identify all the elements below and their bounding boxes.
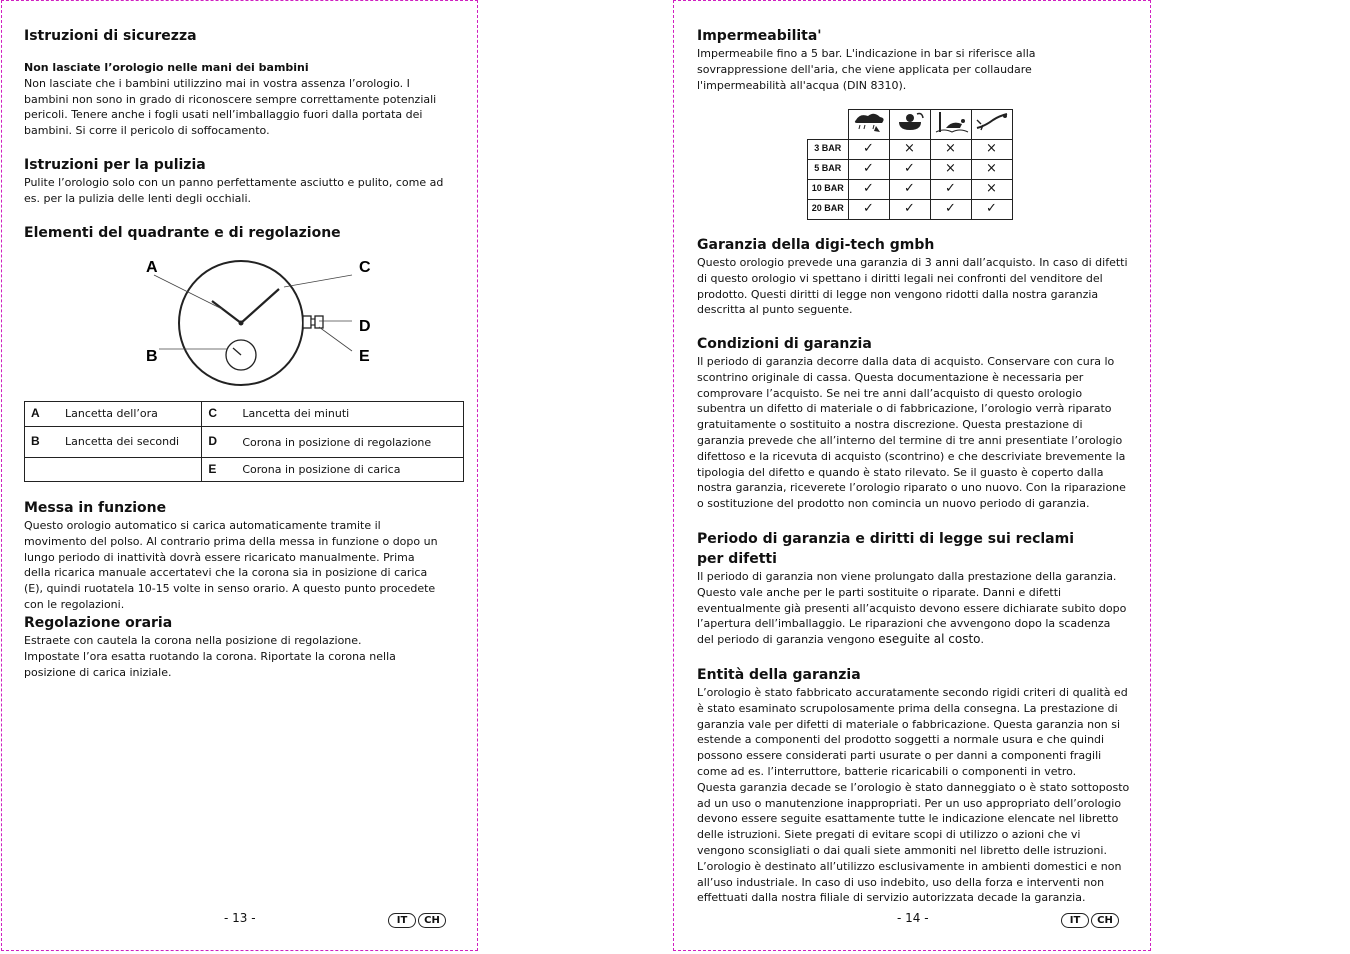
time-setting-text-2: Impostate l’ora esatta ruotando la corona. Riportate la corona nella posizione di carica iniziale.	[24, 649, 396, 679]
language-badge-it: IT	[388, 913, 416, 928]
check-cell: ✓	[971, 199, 1012, 219]
warranty-period-text	[697, 569, 1130, 648]
page-number: - 14 -	[897, 911, 929, 925]
water-resistance-text: Impermeabile fino a 5 bar. L'indicazione in bar si riferisce alla sovrappressione dell'aria, che viene applicata per collaudare l'impermeabilità all'acqua (DIN 8310).	[697, 47, 1036, 92]
check-cell: ×	[930, 139, 971, 159]
table-row	[808, 179, 1013, 199]
legend-value: Lancetta dell’ora	[59, 402, 202, 427]
startup-text: Questo orologio automatico si carica automaticamente tramite il movimento del polso. Al contrario prima della messa in funzione o dopo un lungo periodo di inattività dovrà essere ricaricato manualmente. Prima della ricarica manuale accertatevi che la corona sia in posizione di carica (E), quindi ruotatela 10-15 volte in senso orario. A questo punto procedete con le regolazioni.	[24, 519, 438, 611]
bar-label: 3 BAR	[808, 139, 849, 159]
table-row	[808, 139, 1013, 159]
section-title-safety: Istruzioni di sicurezza	[24, 28, 197, 44]
warranty-scope-text-1: L’orologio è stato fabbricato accuratamente secondo rigidi criteri di qualità ed è stato esaminato scrupolosamente prima della consegna. La prestazione di garanzia vale per difetti di materiale o fabbricazione. Questa garanzia non si estende a componenti del prodotto soggetti a normale usura e che quindi possono essere considerati parti usurate o per danni a componenti fragili come ad es. l’interruttore, batterie ricaricabili o componenti in vetro.	[697, 686, 1128, 778]
page-right	[673, 0, 1151, 951]
page-number: - 13 -	[224, 911, 256, 925]
section-title-warranty-conditions: Condizioni di garanzia	[697, 336, 872, 352]
legend-value: Lancetta dei secondi	[59, 427, 202, 458]
legend-key: B	[25, 427, 60, 458]
language-badge-ch: CH	[418, 913, 446, 928]
check-cell: ×	[971, 179, 1012, 199]
diagram-label-d: D	[359, 318, 371, 335]
cleaning-text: Pulite l’orologio solo con un panno perfettamente asciutto e pulito, come ad es. per la pulizia delle lenti degli occhiali.	[24, 176, 444, 205]
language-badge-it: IT	[1061, 913, 1089, 928]
legend-key: D	[202, 427, 237, 458]
watch-diagram	[114, 251, 374, 391]
bar-label: 20 BAR	[808, 199, 849, 219]
warranty-scope-text-3: L’orologio è destinato all’utilizzo esclusivamente in ambienti domestici e non all’uso industriale. In caso di uso indebito, uso della forza e interventi non effettuati dalla nostra filiale di servizio autorizzata decade la garanzia.	[697, 859, 1122, 905]
warranty-period-body: Il periodo di garanzia non viene prolungato dalla prestazione della garanzia. Questo vale anche per le parti sostituite o riparate. Danni e difetti eventualmente già presenti all’acquisto devono essere dichiarate subito dopo l’apertura dell’imballaggio. Le riparazioni che avvengono dopo la scadenza del periodo di garanzia vengono	[697, 570, 1127, 647]
dial-legend-table	[24, 401, 464, 482]
legend-key: E	[202, 458, 237, 482]
check-cell: ×	[971, 139, 1012, 159]
time-setting-text-1: Estraete con cautela la corona nella posizione di regolazione.	[24, 634, 362, 647]
section-title-dial-elements: Elementi del quadrante e di regolazione	[24, 225, 341, 241]
warranty-period-cost: eseguite al costo	[878, 632, 981, 647]
legend-value	[59, 458, 202, 482]
check-cell: ×	[889, 139, 930, 159]
section-title-time-setting: Regolazione oraria	[24, 615, 173, 631]
legend-key: C	[202, 402, 237, 427]
language-badge-ch: CH	[1091, 913, 1119, 928]
diagram-label-b: B	[146, 348, 158, 365]
legend-value: Corona in posizione di carica	[236, 458, 463, 482]
rain-splash-icon	[848, 110, 889, 140]
check-cell: ×	[971, 159, 1012, 179]
check-cell: ×	[930, 159, 971, 179]
warranty-text: Questo orologio prevede una garanzia di 3 anni dall’acquisto. In caso di difetti di questo orologio vi spettano i diritti legali nei confronti del venditore del prodotto. Questi diritti di legge non vengono ridotti dalla nostra garanzia descritta al punto seguente.	[697, 256, 1128, 317]
check-cell: ✓	[889, 179, 930, 199]
bar-label: 5 BAR	[808, 159, 849, 179]
legend-value: Lancetta dei minuti	[236, 402, 463, 427]
check-cell: ✓	[889, 159, 930, 179]
check-cell: ✓	[848, 159, 889, 179]
safety-text: Non lasciate che i bambini utilizzino mai in vostra assenza l’orologio. I bambini non sono in grado di riconoscere sempre correttamente potenziali pericoli. Tenere anche i fogli usati nell’imballaggio fuori dalla portata dei bambini. Si corre il pericolo di soffocamento.	[24, 76, 437, 138]
table-row	[808, 199, 1013, 219]
swimming-icon	[930, 110, 971, 140]
section-title-water-resistance: Impermeabilita'	[697, 28, 822, 44]
page-left	[1, 0, 478, 951]
diagram-label-a: A	[146, 259, 158, 276]
language-badges	[388, 913, 446, 928]
language-badges	[1061, 913, 1119, 928]
diving-icon	[971, 110, 1012, 140]
check-cell: ✓	[889, 199, 930, 219]
bar-label: 10 BAR	[808, 179, 849, 199]
legend-key	[25, 458, 60, 482]
water-resistance-table	[807, 109, 1013, 220]
check-cell: ✓	[930, 179, 971, 199]
legend-key: A	[25, 402, 60, 427]
table-row	[25, 427, 464, 458]
table-row	[808, 159, 1013, 179]
check-cell: ✓	[930, 199, 971, 219]
check-cell: ✓	[848, 179, 889, 199]
warranty-period-dot: .	[980, 633, 985, 647]
warranty-conditions-text: Il periodo di garanzia decorre dalla data di acquisto. Conservare con cura lo scontrino originale di cassa. Questa documentazione è necessaria per comprovare l’acquisto. Se nei tre anni dall’acquisto di questo orologio subentra un difetto di materiale o di fabbricazione, l’orologio verrà riparato gratuitamente o sostituito a nostra discrezione. Questa prestazione di garanzia prevede che all’interno del termine di tre anni presentiate l’orologio difettoso e la ricevuta di acquisto (scontrino) e che descriviate brevemente la tipologia del difetto e quando è stato rilevato. Se il guasto è coperto dalla nostra garanzia, riceverete l’orologio riparato o uno nuovo. Con la riparazione o sostituzione del prodotto non comincia un nuovo periodo di garanzia.	[697, 355, 1126, 511]
section-title-cleaning: Istruzioni per la pulizia	[24, 157, 206, 173]
legend-value: Corona in posizione di regolazione	[236, 427, 463, 458]
shower-icon	[889, 110, 930, 140]
section-title-warranty-scope: Entità della garanzia	[697, 667, 861, 683]
table-row	[25, 458, 464, 482]
warranty-scope-text-2: Questa garanzia decade se l’orologio è stato danneggiato o è stato sottoposto ad un uso o manutenzione inappropriati. Per un uso appropriato dell’orologio devono essere seguite esattamente tutte le indicazione elencate nel libretto delle istruzioni. Siete pregati di evitare scopi di utilizzo o azioni che vi vengono sconsigliati o dai quali siete ammoniti nel libretto delle istruzioni.	[697, 780, 1130, 857]
section-title-startup: Messa in funzione	[24, 500, 167, 516]
check-cell: ✓	[848, 199, 889, 219]
section-title-warranty-period: Periodo di garanzia e diritti di legge sui reclami per difetti	[697, 531, 1074, 567]
table-row	[25, 402, 464, 427]
diagram-label-c: C	[359, 259, 371, 276]
subtitle-children: Non lasciate l’orologio nelle mani dei bambini	[24, 61, 309, 74]
check-cell: ✓	[848, 139, 889, 159]
section-title-warranty: Garanzia della digi-tech gmbh	[697, 237, 935, 253]
table-row	[808, 110, 1013, 140]
diagram-label-e: E	[359, 348, 370, 365]
